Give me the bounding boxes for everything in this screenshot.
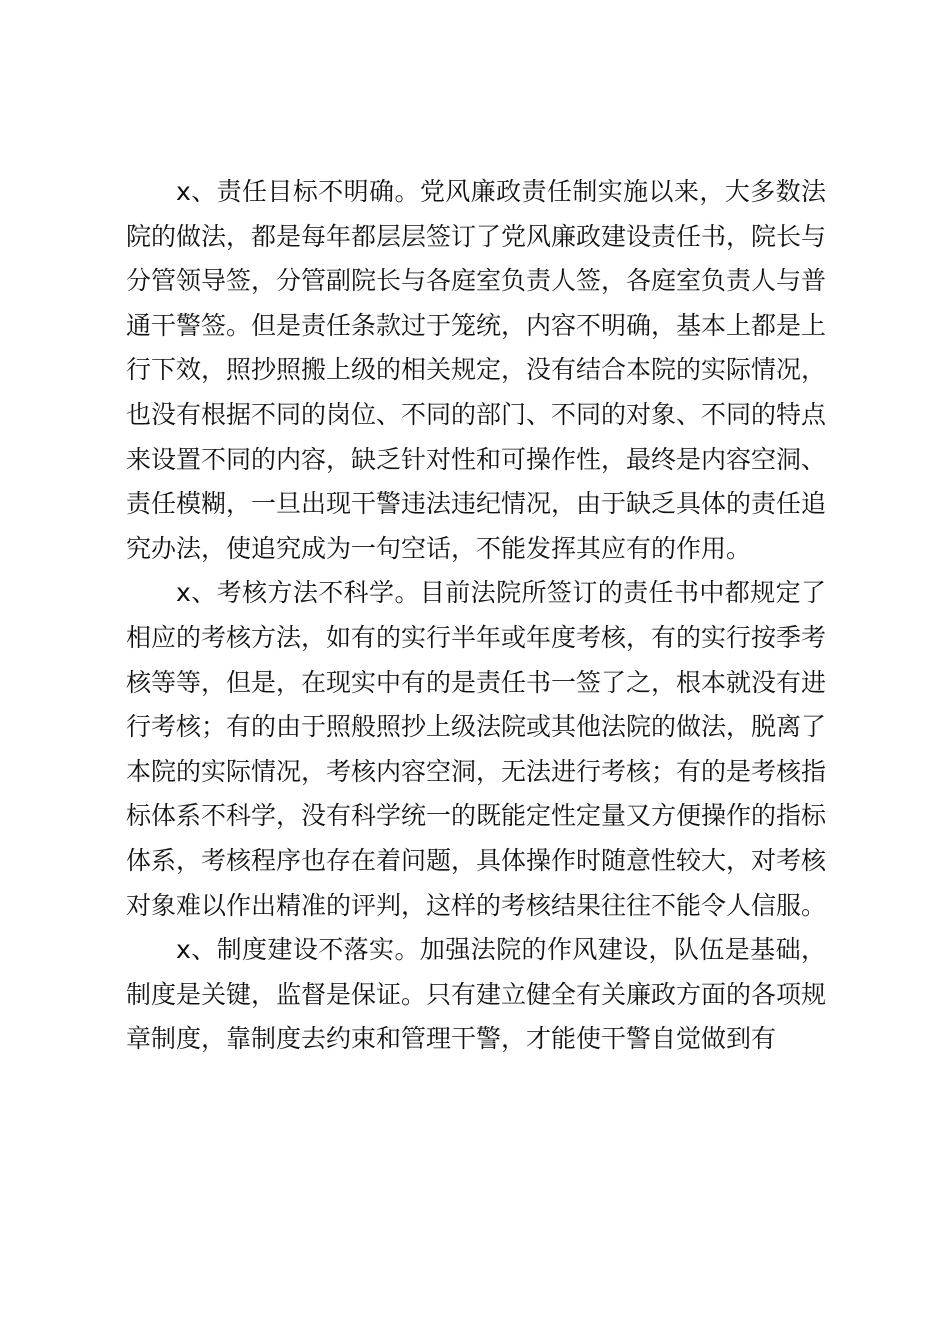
paragraph-assessment-methods: x、考核方法不科学。目前法院所签订的责任书中都规定了相应的考核方法，如有的实行半年或年度考核，有的实行按季考核等等，但是，在现实中有的是责任书一签了之，根本就没有进行考核；有的由于照般照抄上级法院或其他法院的做法，脱离了本院的实际情况，考核内容空洞，无法进行考核；有的是考核指标体系不科学，没有科学统一的既能定性定量又方便操作的指标体系，考核程序也存在着问题，具体操作时随意性较大，对考核对象难以作出精准的评判，这样的考核结果往往不能令人信服。 — [126, 578, 827, 920]
document-body — [126, 170, 826, 1062]
paragraph-system-construction: x、制度建设不落实。加强法院的作风建设，队伍是基础，制度是关键，监督是保证。只有建立健全有关廉政方面的各项规章制度，靠制度去约束和管理干警，才能使干警自觉做到有 — [126, 935, 827, 1054]
paragraph-responsibility-goals: x、责任目标不明确。党风廉政责任制实施以来，大多数法院的做法，都是每年都层层签订了党风廉政建设责任书，院长与分管领导签，分管副院长与各庭室负责人签，各庭室负责人与普通干警签。但是责任条款过于笼统，内容不明确，基本上都是上行下效，照抄照搬上级的相关规定，没有结合本院的实际情况，也没有根据不同的岗位、不同的部门、不同的对象、不同的特点来设置不同的内容，缺乏针对性和可操作性，最终是内容空洞、责任模糊，一旦出现干警违法违纪情况，由于缺乏具体的责任追究办法，使追究成为一句空话，不能发挥其应有的作用。 — [126, 177, 827, 563]
